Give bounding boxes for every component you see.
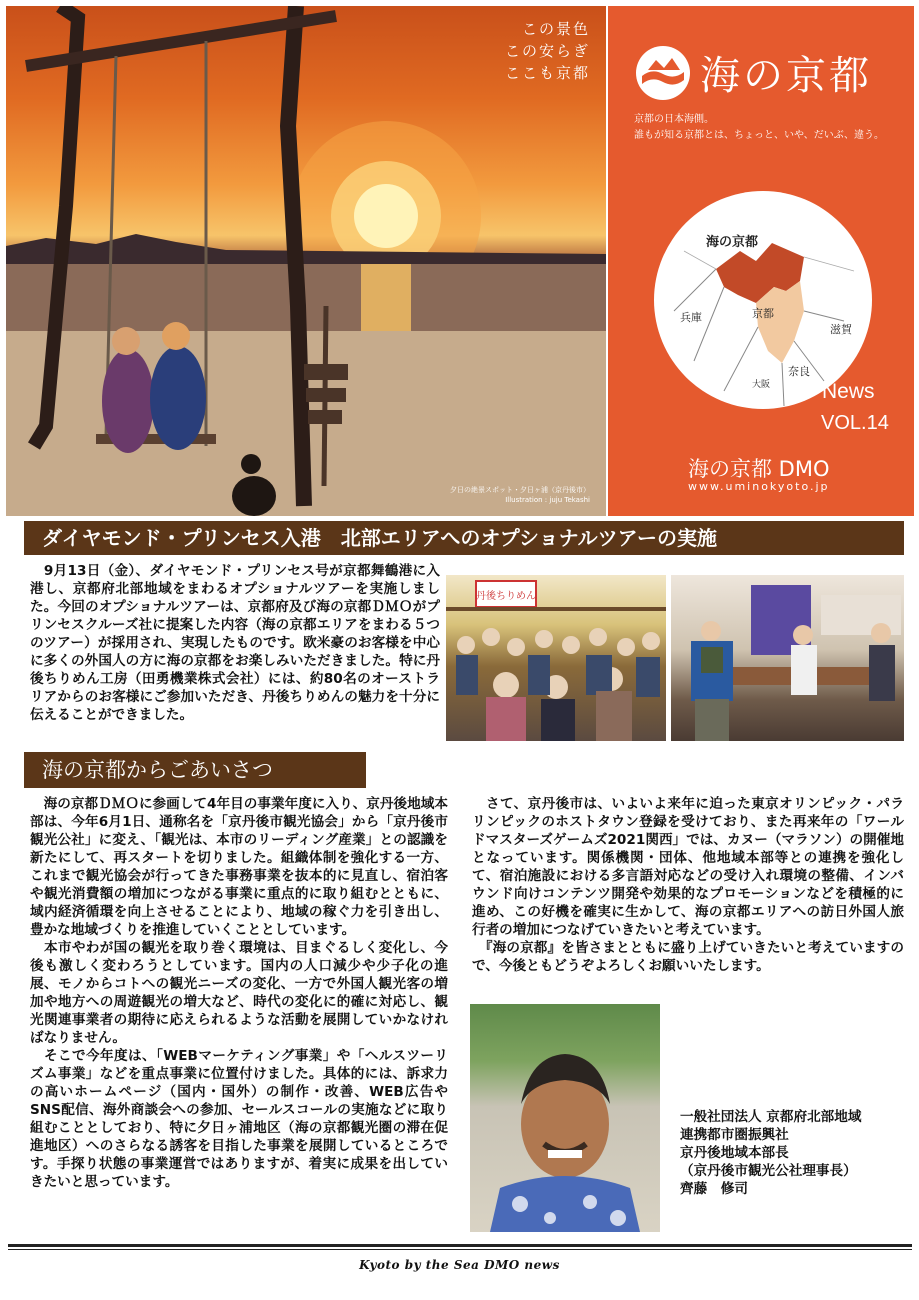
greeting-left-column <box>30 795 448 1191</box>
sign-name: 齊藤 修司 <box>680 1181 748 1197</box>
sign-title: 京丹後地域本部長 <box>680 1145 789 1161</box>
tagline-line3: ここも京都 <box>504 64 590 82</box>
dmo-name: 海の京都 DMO <box>688 457 830 481</box>
brand-subtitle-line2: 誰もが知る京都とは、ちょっと、いや、だいぶ、違う。 <box>634 130 884 141</box>
brand-subtitle <box>634 112 884 144</box>
shop-sign: 丹後ちりめん <box>476 591 536 602</box>
map-label-hyogo: 兵庫 <box>680 311 702 324</box>
section1-title: ダイヤモンド・プリンセス入港 北部エリアへのオプショナルツアーの実施 <box>24 521 904 555</box>
umi-no-kyoto-logo-icon <box>634 44 692 102</box>
sign-organization: 一般社団法人 京都府北部地域 <box>680 1109 862 1125</box>
tour-photo-chirimen-workshop <box>671 575 904 741</box>
footer-divider-thin <box>8 1249 912 1250</box>
volume-label: VOL.14 <box>821 412 889 434</box>
map-label-kyoto: 京都 <box>752 307 774 320</box>
region-map <box>654 191 872 409</box>
hero-caption-line2: Illustration : juju Tekashi <box>505 496 590 505</box>
hero-caption <box>450 486 590 506</box>
map-label-shiga: 滋賀 <box>830 323 852 336</box>
greeting-right-column <box>472 795 904 975</box>
signature-block <box>680 1108 910 1198</box>
greeting-paragraph-3: そこで今年度は、「WEBマーケティング事業」や「ヘルスツーリズム事業」などを重点事業に位置付けました。具体的には、訴求力の高いホームページ（国内・国外）の制作・改善、WEB広告やSNS配信、海外商談会への参加、セールスコールの実施などに取り組むこととしており、特に夕日ヶ浦地区（海の京都観光圏の滞在促進地区）へのさらなる誘客を目指した事業を展開しているところです。手探り状態の事業運営ではありますが、着実に成果を出していきたいと思っています。 <box>30 1048 448 1190</box>
footer-text: Kyoto by the Sea DMO news <box>359 1258 560 1272</box>
greeting-paragraph-1: 海の京都ＤＭＯに参画して4年目の事業年度に入り、京丹後地域本部は、今年6月1日、通称名を「京丹後市観光協会」から「京丹後市観光公社」に変え、「観光は、本市のリーディング産業」との認識を新たにして、再スタートを切りました。組織体制を強化する一方、これまで観光協会が行ってきた事務事業を抜本的に見直し、宿泊客や観光消費額の増加につながる事業に重点的に取り組むとともに、域内経済循環を向上させることにより、地域の稼ぐ力を引き出し、豊かな地域づくりを推進していくこととしています。 <box>30 796 448 938</box>
brand-panel <box>608 6 914 516</box>
greeting-paragraph-4: さて、京丹後市は、いよいよ来年に迫った東京オリンピック・パラリンピックのホストタウン登録を受けており、また再来年の「ワールドマスターズゲームズ2021関西」では、カヌー（マラソン）の開催地となっています。関係機関・団体、他地域本部等との連携を強化して、宿泊施設における多言語対応などの受け入れ環境の整備、インバウンド向けコンテンツ開発や効果的なプロモーションなどを積極的に進め、この好機を確実に生かして、海の京都エリアへの訪日外国人旅行者の増加につなげていきたいと考えています。 <box>472 796 904 938</box>
brand-name: 海の京都 <box>700 53 872 99</box>
brand-subtitle-line1: 京都の日本海側。 <box>634 114 714 125</box>
hero-caption-line1: 夕日の絶景スポット・夕日ヶ浦（京丹後市） <box>450 486 590 495</box>
footer-divider <box>8 1244 912 1247</box>
hero-tagline <box>480 18 590 84</box>
news-label: News <box>822 380 875 403</box>
tagline-line1: この景色 <box>521 20 590 38</box>
map-label-umi: 海の京都 <box>706 235 759 250</box>
section1-body: 9月13日（金）、ダイヤモンド・プリンセス号が京都舞鶴港に入港し、京都府北部地域をまわるオプショナルツアーを実施しました。今回のオプショナルツアーは、京都府及び海の京都ＤＭＯがプリンセスクルーズ社に提案した内容（海の京都エリアをまわる５つのツアー）が採用され、実現したものです。欧米豪のお客様を中心に多くの外国人の方に海の京都をお楽しみいただきました。特に丹後ちりめん工房（田勇機業株式会社）には、約80名のオーストラリアからのお客様にご参加いただき、丹後ちりめんの魅力を十分に伝えることができました。 <box>30 563 440 723</box>
sign-title-2: （京丹後市観光公社理事長） <box>680 1163 857 1179</box>
map-label-nara: 奈良 <box>788 365 810 378</box>
sign-organization-2: 連携都市圏振興社 <box>680 1127 789 1143</box>
tagline-line2: この安らぎ <box>504 42 590 60</box>
greeting-paragraph-5: 『海の京都』を皆さまとともに盛り上げていきたいと考えていますので、今後ともどうぞよろしくお願いいたします。 <box>472 940 904 974</box>
map-label-osaka: 大阪 <box>752 380 771 390</box>
portrait-photo <box>470 1004 660 1232</box>
greeting-paragraph-2: 本市やわが国の観光を取り巻く環境は、目まぐるしく変化し、今後も激しく変わろうとしています。国内の人口減少や少子化の進展、モノからコトへの観光ニーズの変化、一方で外国人観光客の増加や地方への周遊観光の増大など、時代の変化に的確に対応し、観光関連事業者の期待に応えられるような活動を展開していかなければなりません。 <box>30 940 448 1046</box>
tour-photo-chirimen-shop <box>446 575 666 741</box>
section2-title: 海の京都からごあいさつ <box>24 752 366 788</box>
website-url[interactable]: www.uminokyoto.jp <box>688 480 830 493</box>
